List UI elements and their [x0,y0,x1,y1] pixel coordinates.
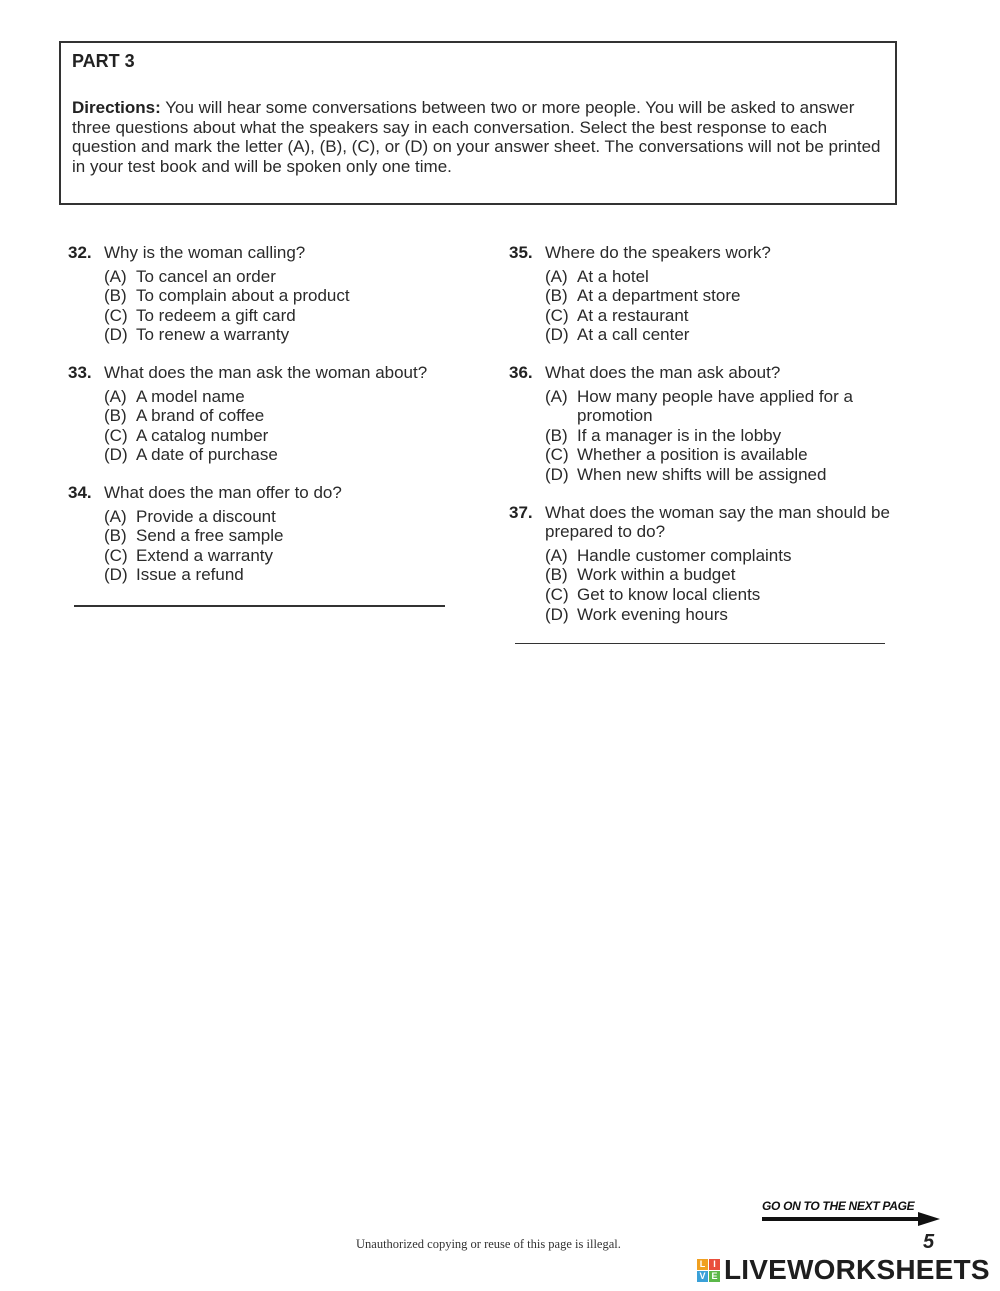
option-text: To redeem a gift card [136,305,296,325]
copyright-note: Unauthorized copying or reuse of this page is illegal. [356,1237,621,1251]
option-b[interactable] [545,565,899,585]
question-36 [509,363,899,485]
option-text: Extend a warranty [136,545,274,565]
option-text: A catalog number [136,425,269,445]
option-c[interactable] [545,306,899,326]
option-text: A date of purchase [136,445,278,465]
option-letter: (A) [545,386,568,406]
option-b[interactable] [545,286,899,306]
option-letter: (C) [545,445,569,465]
option-text: At a call center [577,325,690,345]
option-text: To renew a warranty [136,325,290,345]
option-text: Work evening hours [577,604,728,624]
option-letter: (B) [545,565,568,585]
option-a[interactable] [104,267,458,287]
option-text: A model name [136,386,245,406]
question-text: What does the man ask the woman about? [104,362,428,382]
option-text: To complain about a product [136,286,350,306]
option-letter: (D) [545,325,569,345]
directions-text: You will hear some conversations between two or more people. You will be asked to answer three questions about what the speakers say in each conversation. Select the best response to each question and mark the letter (A), (B), (C), or (D) on your answer sheet. The conversations will not be printed in your test book and will be spoken only one time. [72,98,881,176]
part-title: PART 3 [72,51,135,71]
logo-tile: L [697,1259,708,1270]
option-a[interactable] [545,546,899,566]
option-letter: (D) [104,445,128,465]
page-number: 5 [923,1231,935,1253]
option-d[interactable] [104,565,458,585]
option-text: At a restaurant [577,305,689,325]
question-35 [509,243,899,345]
option-text: Get to know local clients [577,584,761,604]
directions-label: Directions: [72,98,161,117]
arrow-right-icon [762,1212,940,1226]
directions-paragraph [72,98,884,176]
question-number: 32. [68,243,92,262]
option-d[interactable] [545,605,899,625]
option-text: How many people have applied for a promotion [577,386,853,426]
option-d[interactable] [545,325,899,345]
option-b[interactable] [545,426,899,446]
option-letter: (C) [545,305,569,325]
question-32 [68,243,458,345]
option-letter: (D) [545,464,569,484]
option-letter: (A) [104,266,127,286]
questions-right-column [509,243,899,642]
liveworksheets-logo-icon [697,1259,720,1282]
option-letter: (D) [104,325,128,345]
question-text: Why is the woman calling? [104,243,306,262]
option-b[interactable] [104,526,458,546]
right-column-divider [515,643,885,644]
option-text: If a manager is in the lobby [577,425,782,445]
option-letter: (D) [545,604,569,624]
option-letter: (D) [104,565,128,585]
questions-left-column [68,243,458,603]
option-d[interactable] [104,445,458,465]
option-a[interactable] [545,387,899,426]
option-letter: (A) [545,545,568,565]
option-c[interactable] [104,546,458,566]
option-text: Provide a discount [136,506,276,526]
option-letter: (C) [104,425,128,445]
option-text: Send a free sample [136,526,284,546]
option-letter: (B) [545,425,568,445]
option-text: Handle customer complaints [577,545,792,565]
option-text: Issue a refund [136,565,244,585]
question-number: 37. [509,502,533,522]
option-b[interactable] [104,406,458,426]
question-37 [509,503,899,625]
option-text: At a hotel [577,266,649,286]
question-33 [68,363,458,465]
option-a[interactable] [104,507,458,527]
question-text: What does the man offer to do? [104,482,342,502]
option-c[interactable] [545,445,899,465]
option-b[interactable] [104,286,458,306]
liveworksheets-brand [697,1254,990,1286]
option-d[interactable] [545,465,899,485]
part-3-directions-box [59,41,897,205]
logo-tile: E [709,1271,720,1282]
option-letter: (B) [545,286,568,306]
go-on-next-page-label: GO ON TO THE NEXT PAGE [762,1199,915,1213]
option-c[interactable] [104,426,458,446]
question-number: 35. [509,243,533,262]
option-letter: (B) [104,526,127,546]
question-text: What does the woman say the man should be prepared to do? [545,502,890,542]
logo-tile: I [709,1259,720,1270]
question-text: What does the man ask about? [545,362,781,382]
option-text: A brand of coffee [136,406,265,426]
option-text: Work within a budget [577,565,736,585]
option-a[interactable] [545,267,899,287]
option-text: To cancel an order [136,266,276,286]
option-letter: (C) [104,545,128,565]
option-c[interactable] [104,306,458,326]
brand-name: LIVEWORKSHEETS [724,1254,990,1285]
option-letter: (A) [545,266,568,286]
question-number: 36. [509,362,533,382]
option-letter: (B) [104,406,127,426]
option-text: When new shifts will be assigned [577,464,827,484]
question-number: 33. [68,362,92,382]
option-letter: (B) [104,286,127,306]
logo-tile: V [697,1271,708,1282]
option-letter: (C) [545,584,569,604]
option-c[interactable] [545,585,899,605]
question-text: Where do the speakers work? [545,243,771,262]
question-34 [68,483,458,585]
option-letter: (A) [104,386,127,406]
question-number: 34. [68,482,92,502]
option-d[interactable] [104,325,458,345]
option-letter: (C) [104,305,128,325]
left-column-divider [74,605,445,607]
option-a[interactable] [104,387,458,407]
option-text: Whether a position is available [577,445,808,465]
option-text: At a department store [577,286,741,306]
option-letter: (A) [104,506,127,526]
